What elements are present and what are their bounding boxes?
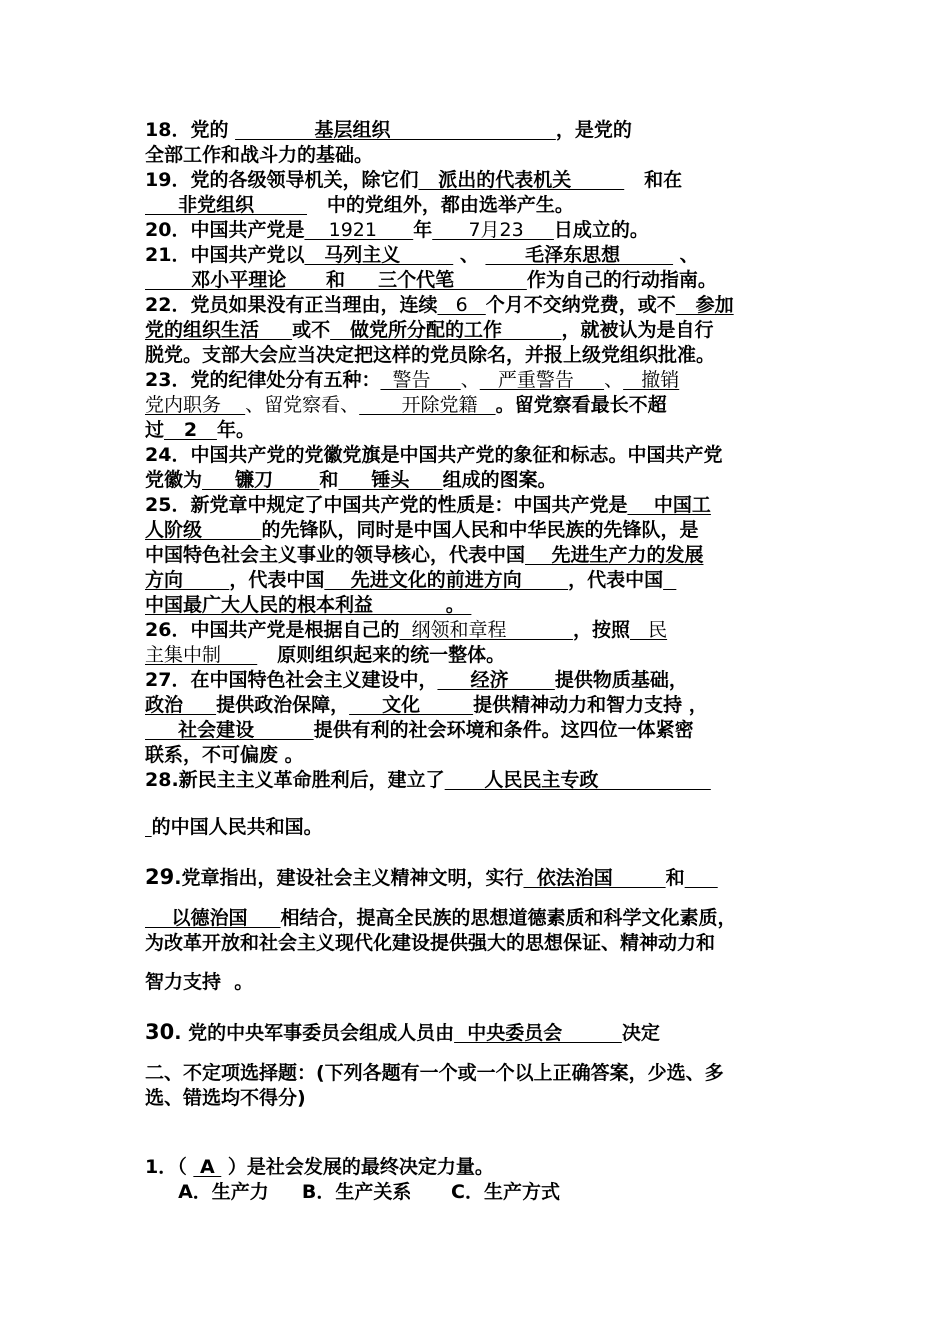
- text: 28.新民主主义革命胜利后，建立了: [145, 769, 445, 791]
- text: 23．党的纪律处分有五种：: [145, 369, 381, 391]
- q22-line-3: [145, 343, 807, 368]
- text: 中国特色社会主义事业的领导核心，代表中国: [145, 544, 526, 566]
- question-number: 30: [145, 1020, 175, 1044]
- text: 和: [665, 867, 685, 889]
- q24-line-1: [145, 443, 807, 468]
- answer-blank: 党内职务: [145, 394, 246, 416]
- q20-line: [145, 218, 807, 243]
- q25-line-2: [145, 518, 807, 543]
- answer-blank: 毛泽东思想: [485, 244, 674, 266]
- text: 21．中国共产党以: [145, 244, 305, 266]
- text: 、: [453, 244, 486, 266]
- answer-blank: 社会建设: [145, 719, 314, 741]
- q24-line-2: [145, 468, 807, 493]
- text: 24．中国共产党的党徽党旗是中国共产党的象征和标志。中国共产党: [145, 444, 723, 466]
- answer-blank: 派出的代表机关: [418, 169, 625, 191]
- text: 。留党察看最长不超: [495, 394, 667, 416]
- q29-line-4: [145, 970, 807, 995]
- q25-line-4: [145, 568, 807, 593]
- text: ，是党的: [555, 119, 632, 141]
- answer-blank: 党的组织生活: [145, 319, 293, 341]
- text: 党徽为: [145, 469, 203, 491]
- text: . 党的中央军事委员会组成人员由: [174, 1022, 455, 1044]
- q22-line-2: [145, 318, 807, 343]
- section-heading: 二、不定项选择题：(下列各题有一个或一个以上正确答案，少选、多: [145, 1062, 724, 1084]
- text: 和在: [624, 169, 683, 191]
- mc1-question: [145, 1155, 807, 1180]
- answer-blank: 文化: [349, 694, 474, 716]
- text: .党章指出，建设社会主义精神文明，实行: [174, 867, 524, 889]
- text: 19．党的各级领导机关，除它们: [145, 169, 419, 191]
- text: 提供物质基础，: [554, 669, 688, 691]
- q18-line-1: [145, 118, 807, 143]
- answer-blank: [663, 569, 676, 591]
- q25-line-3: [145, 543, 807, 568]
- q25-line-1: [145, 493, 807, 518]
- section-2-heading-line-1: [145, 1061, 807, 1086]
- text: 日成立的。: [553, 219, 649, 241]
- answer-blank: 撤销: [623, 369, 680, 391]
- answer-blank: [145, 816, 152, 838]
- text: 全部工作和战斗力的基础。: [145, 144, 374, 166]
- answer-blank: 邓小平理论 和 三个代笔: [145, 269, 527, 291]
- text: 联系，不可偏废 。: [145, 744, 304, 766]
- text: ，就被认为是自行: [561, 319, 714, 341]
- q21-line-1: [145, 243, 807, 268]
- text: 26．中国共产党是根据自己的: [145, 619, 400, 641]
- text: 18．党的: [145, 119, 236, 141]
- q27-line-3: [145, 718, 807, 743]
- document-page: [145, 118, 807, 1205]
- q28-line-1: [145, 768, 807, 793]
- text: 作为自己的行动指南。: [526, 269, 717, 291]
- q27-line-1: [145, 668, 807, 693]
- answer-blank: 先进生产力的发展: [525, 544, 704, 566]
- answer-blank: 先进文化的前进方向: [324, 569, 569, 591]
- text: 过: [145, 419, 165, 441]
- text: 的先锋队，同时是中国人民和中华民族的先锋队，是: [261, 519, 699, 541]
- text: 20．中国共产党是: [145, 219, 305, 241]
- section-2-heading-line-2: [145, 1086, 807, 1111]
- answer-blank: 做党所分配的工作: [330, 319, 562, 341]
- answer-blank: 镰刀: [202, 469, 320, 491]
- section-heading: 选、错选均不得分): [145, 1087, 306, 1109]
- q29-line-3: [145, 931, 807, 956]
- answer-blank: 民: [629, 619, 668, 641]
- answer-blank: [685, 867, 718, 889]
- q19-line-2: [145, 193, 807, 218]
- answer-blank: 6: [437, 294, 486, 316]
- text: 为改革开放和社会主义现代化建设提供强大的思想保证、精神动力和: [145, 932, 716, 954]
- answer-blank: 2: [164, 419, 217, 441]
- answer-blank: 政治: [145, 694, 217, 716]
- options: A．生产力 B．生产关系 C．生产方式: [145, 1181, 560, 1203]
- answer-blank: 严重警告: [479, 369, 605, 391]
- q18-line-2: [145, 143, 807, 168]
- text: 中的党组外，都由选举产生。: [307, 194, 574, 216]
- answer-blank: 中国工: [627, 494, 711, 516]
- answer-blank: 纲领和章程: [399, 619, 573, 641]
- q23-line-1: [145, 368, 807, 393]
- text: 组成的图案。: [442, 469, 557, 491]
- text: 年: [413, 219, 433, 241]
- text: ，代表中国: [229, 569, 325, 591]
- answer-blank: 依法治国: [523, 867, 666, 889]
- answer-blank: 警告: [380, 369, 461, 391]
- q26-line-2: [145, 643, 807, 668]
- answer-blank: 7月23: [432, 219, 554, 241]
- answer-blank: 基层组织: [235, 119, 556, 141]
- answer-blank: 人阶级: [145, 519, 262, 541]
- question-number: 29: [145, 865, 175, 889]
- q27-line-4: [145, 743, 807, 768]
- answer-blank: 以德治国: [145, 907, 281, 929]
- text: ，按照: [572, 619, 630, 641]
- q25-line-5: [145, 593, 807, 618]
- q29-line-2: [145, 906, 807, 931]
- answer-blank: 主集中制: [145, 644, 258, 666]
- text: 智力支持 。: [145, 971, 254, 993]
- text: 个月不交纳党费，或不: [485, 294, 676, 316]
- answer-blank: 中央委员会: [454, 1022, 622, 1044]
- text: 相结合，提高全民族的思想道德素质和科学文化素质，: [280, 907, 737, 929]
- text: 年。: [216, 419, 255, 441]
- text: 和: [319, 469, 339, 491]
- text: 27．在中国特色社会主义建设中，: [145, 669, 438, 691]
- answer-blank: 马列主义: [304, 244, 454, 266]
- q28-line-2: [145, 815, 807, 840]
- q27-line-2: [145, 693, 807, 718]
- text: 、: [460, 369, 480, 391]
- answer-blank: 经济: [437, 669, 555, 691]
- text: 提供有利的社会环境和条件。这四位一体紧密: [313, 719, 694, 741]
- answer-blank: 1921: [304, 219, 414, 241]
- text: 提供精神动力和智力支持 ，: [473, 694, 708, 716]
- text: ，代表中国: [568, 569, 664, 591]
- text: 1．（: [145, 1156, 194, 1178]
- q22-line-1: [145, 293, 807, 318]
- text: 22．党员如果没有正当理由，连续: [145, 294, 438, 316]
- text: 原则组织起来的统一整体。: [257, 644, 506, 666]
- q19-line-1: [145, 168, 807, 193]
- answer-blank: [359, 394, 401, 416]
- text: 脱党。支部大会应当决定把这样的党员除名，并报上级党组织批准。: [145, 344, 716, 366]
- answer-blank: 方向: [145, 569, 230, 591]
- answer-blank: 锤头: [338, 469, 443, 491]
- text: 的中国人民共和国。: [151, 816, 323, 838]
- mc1-options: [145, 1180, 807, 1205]
- answer-blank: 人民民主专政: [444, 769, 711, 791]
- q29-line-1: [145, 862, 807, 892]
- text: 、留党察看、: [245, 394, 360, 416]
- answer-blank: 非党组织: [145, 194, 307, 216]
- text: 提供政治保障，: [216, 694, 350, 716]
- text: 、: [673, 244, 699, 266]
- text: 、: [604, 369, 624, 391]
- text: 决定: [621, 1022, 660, 1044]
- q21-line-2: [145, 268, 807, 293]
- text: ）是社会发展的最终决定力量。: [221, 1156, 494, 1178]
- answer-blank: 中国最广大人民的根本利益 。: [145, 594, 472, 616]
- answer-blank: A: [193, 1156, 222, 1178]
- text: 25．新党章中规定了中国共产党的性质是：中国共产党是: [145, 494, 628, 516]
- text: 或不: [292, 319, 331, 341]
- q26-line-1: [145, 618, 807, 643]
- q23-line-3: [145, 418, 807, 443]
- q23-line-2: [145, 393, 807, 418]
- answer-blank: 开除党籍: [401, 394, 496, 416]
- q30-line: [145, 1017, 807, 1047]
- answer-blank: 参加: [675, 294, 734, 316]
